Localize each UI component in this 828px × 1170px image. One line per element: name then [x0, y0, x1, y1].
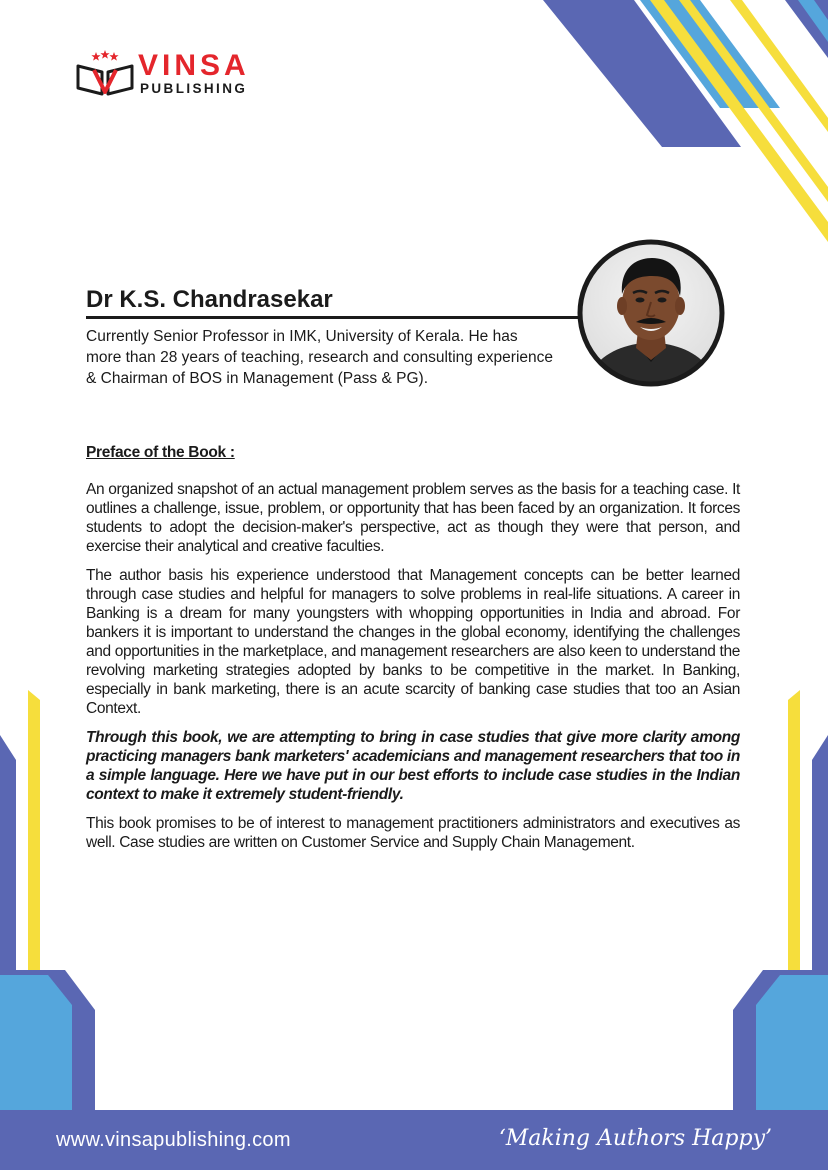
author-name-underline — [86, 316, 586, 319]
bottom-left-light-blue-block — [0, 975, 72, 1110]
logo-subtitle: PUBLISHING — [140, 80, 248, 96]
bottom-right-light-blue-block — [756, 975, 828, 1110]
preface-paragraph-4: This book promises to be of interest to management practitioners administrators and executives as well. Case studies are written on Customer Service and Supply Chain Management. — [86, 815, 740, 851]
open-book-logo-icon — [74, 50, 136, 96]
preface-paragraph-1: An organized snapshot of an actual management problem serves as the basis for a teaching case. It outlines a challenge, issue, problem, or opportunity that has been faced by an organization. It forces students to adopt the decision-maker's perspective, act as though they were that person, and exercise their analytical and creative faculties. — [86, 481, 740, 555]
author-name: Dr K.S. Chandrasekar — [86, 286, 333, 313]
tagline: ‘Making Authors Happy’ — [498, 1126, 772, 1151]
author-bio: Currently Senior Professor in IMK, University of Kerala. He has more than 28 years of teaching, research and consulting experience & Chairman of BOS in Management (Pass & PG). — [86, 328, 554, 387]
publisher-logo — [74, 50, 250, 96]
website-link[interactable]: www.vinsapublishing.com — [56, 1129, 291, 1151]
preface-body — [86, 480, 740, 862]
logo-wordmark: VINSA — [138, 48, 250, 82]
author-photo — [576, 238, 726, 388]
preface-paragraph-2: The author basis his experience understood that Management concepts can be better learned through case studies and helpful for managers to solve problems in real-life situations. A career in Banking is a dream for many youngsters with whopping opportunities in India and abroad. For bankers it is important to understand the changes in the global economy, identifying the challenges and opportunities in the marketplace, and management researchers are also keen to understand the revolving marketing strategies adopted by banks to be competitive in the market. In Banking, especially in bank marketing, there is an acute scarcity of banking case studies that too an Asian Context. — [86, 567, 740, 717]
preface-paragraph-3-emphasis: Through this book, we are attempting to bring in case studies that give more clarity among practicing managers bank marketers' academicians and management researchers that too in a simple language. Here we have put in our best efforts to include case studies in the Indian context to make it extremely student-friendly. — [86, 729, 740, 803]
preface-heading: Preface of the Book : — [86, 444, 235, 461]
